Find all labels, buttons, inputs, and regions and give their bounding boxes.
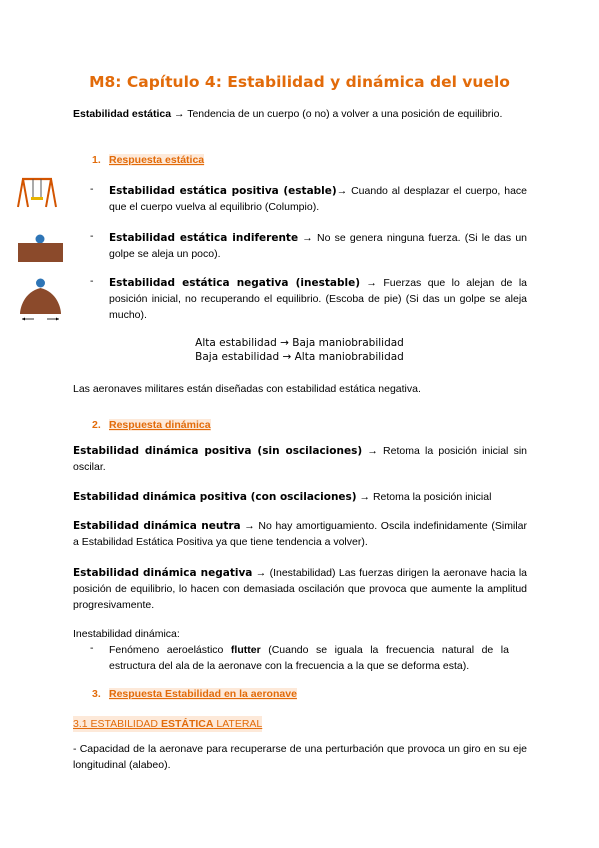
subsection-heading-3-1 bbox=[73, 716, 262, 732]
page-title: M8: Capítulo 4: Estabilidad y dinámica del vuelo bbox=[89, 73, 510, 91]
item-term: Estabilidad dinámica positiva (sin oscilaciones) bbox=[73, 445, 363, 457]
item-text: → Retoma la posición inicial bbox=[356, 491, 492, 503]
subsection-text: - Capacidad de la aeronave para recuperarse de una perturbación que provoca un giro en su eje longitudinal (alabeo). bbox=[73, 743, 527, 771]
section-number: 1. bbox=[92, 154, 101, 166]
subsection-pre: 3.1 ESTABILIDAD bbox=[73, 718, 161, 730]
item-text: → No hay amortiguamiento. Oscila indefinidamente (Similar a Estabilidad Estática Positiva ya que tiene tendencia a volver). bbox=[73, 520, 527, 548]
swing-icon bbox=[17, 175, 57, 208]
item-term: Estabilidad dinámica negativa bbox=[73, 567, 253, 579]
section-heading-1 bbox=[92, 152, 204, 168]
military-note: Las aeronaves militares están diseñadas con estabilidad estática negativa. bbox=[73, 383, 421, 395]
section-heading-2 bbox=[92, 417, 211, 433]
bullet: - bbox=[90, 183, 94, 195]
item-term: Estabilidad dinámica neutra bbox=[73, 520, 241, 532]
tradeoff-line: Alta estabilidad → Baja maniobrabilidad bbox=[195, 337, 404, 349]
static-item-positive bbox=[109, 183, 527, 215]
dynamic-item bbox=[73, 518, 527, 550]
item-term: Estabilidad dinámica positiva (con oscilaciones) bbox=[73, 491, 357, 503]
item-text: (Cuando se iguala la frecuencia natural de la estructura del ala de la aeronave con la frecuencia a la que se deforma esta). bbox=[109, 644, 509, 672]
bullet: - bbox=[90, 275, 94, 287]
section-label: Respuesta Estabilidad en la aeronave bbox=[109, 688, 297, 700]
item-term: Estabilidad estática negativa (inestable) bbox=[109, 277, 360, 289]
section-label: Respuesta estática bbox=[109, 154, 205, 166]
item-text: → Fuerzas que lo alejan de la posición inicial, no recuperando el equilibrio. (Escoba de pie) (Si das un golpe se aleja mucho). bbox=[109, 277, 527, 321]
dynamic-item bbox=[73, 565, 527, 613]
flutter-item bbox=[109, 642, 509, 674]
section-heading-3 bbox=[92, 686, 297, 702]
item-text: → Retoma la posición inicial sin oscilar. bbox=[73, 445, 527, 473]
instability-heading: Inestabilidad dinámica: bbox=[73, 628, 180, 640]
section-number: 3. bbox=[92, 688, 101, 700]
dynamic-item bbox=[73, 443, 527, 475]
tradeoff-line: Baja estabilidad → Alta maniobrabilidad bbox=[195, 351, 404, 363]
section-label: Respuesta dinámica bbox=[109, 419, 211, 431]
static-item-negative bbox=[109, 275, 527, 323]
bullet: - bbox=[90, 642, 94, 654]
intro-term: Estabilidad estática bbox=[73, 108, 172, 120]
bullet: - bbox=[90, 230, 94, 242]
item-text: Fenómeno aeroelástico bbox=[109, 644, 231, 656]
item-term: Estabilidad estática indiferente bbox=[109, 232, 299, 244]
flutter-term: flutter bbox=[230, 644, 261, 656]
item-text: → Cuando al desplazar el cuerpo, hace que el cuerpo vuelva al equilibrio (Columpio). bbox=[109, 185, 528, 213]
subsection-post: LATERAL bbox=[213, 718, 263, 730]
item-text: → No se genera ninguna fuerza. (Si le das un golpe se aleja un poco). bbox=[109, 232, 527, 260]
item-term: Estabilidad estática positiva (estable) bbox=[109, 185, 337, 197]
intro-text: → Tendencia de un cuerpo (o no) a volver a una posición de equilibrio. bbox=[171, 108, 503, 120]
subsection-bold: ESTÁTICA bbox=[160, 718, 214, 730]
section-number: 2. bbox=[92, 419, 101, 431]
dynamic-item bbox=[73, 489, 527, 505]
item-text: → (Inestabilidad) Las fuerzas dirigen la aeronave hacia la posición de equilibrio, lo hacen con demasiada oscilación que provoca que aumente la amplitud progresivamente. bbox=[73, 567, 527, 611]
ball-on-hill-icon bbox=[18, 278, 63, 322]
ball-on-flat-icon bbox=[18, 234, 63, 263]
intro-paragraph bbox=[73, 106, 527, 122]
static-item-indifferent bbox=[109, 230, 527, 262]
